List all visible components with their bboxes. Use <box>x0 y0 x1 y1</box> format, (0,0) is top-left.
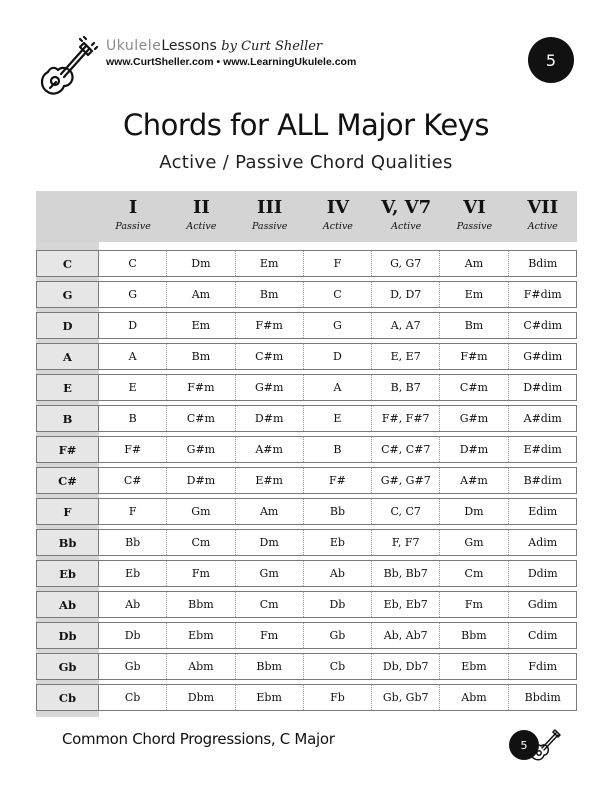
table-row <box>36 560 577 587</box>
chord-cell: D#dim <box>523 381 563 394</box>
brand-title <box>106 38 356 54</box>
chord-cell: F# <box>304 468 372 493</box>
table-row <box>36 498 577 525</box>
chord-cell: G <box>304 313 372 338</box>
column-numeral: III <box>257 197 283 218</box>
chord-cell: Abm <box>440 685 508 710</box>
table-row <box>36 684 577 711</box>
row-key: A <box>37 344 99 369</box>
chord-cell: C <box>99 251 167 276</box>
chord-cell: Db <box>304 592 372 617</box>
chord-cell: A <box>99 344 167 369</box>
chord-cell: C <box>304 282 372 307</box>
chord-cell: F#dim <box>523 288 562 301</box>
chord-cell: D <box>99 313 167 338</box>
column-quality: Active <box>527 221 558 232</box>
chord-cell: Cb <box>99 685 167 710</box>
chord-cell: Gb <box>304 623 372 648</box>
chord-cell: Fb <box>304 685 372 710</box>
chord-cell: Ddim <box>527 567 558 580</box>
chord-cell: C#m <box>440 375 508 400</box>
chord-cell: Gm <box>167 499 235 524</box>
chord-cell: Gm <box>236 561 304 586</box>
chord-cell: Dm <box>236 530 304 555</box>
column-header <box>99 191 167 242</box>
chord-cell: Bbdim <box>524 691 561 704</box>
chord-cell: B, B7 <box>372 375 440 400</box>
chord-cell: Am <box>236 499 304 524</box>
row-key: D <box>37 313 99 338</box>
chord-cell: D#m <box>167 468 235 493</box>
chord-cell: A#m <box>236 437 304 462</box>
chord-cell: Cm <box>167 530 235 555</box>
chord-cell: Ebm <box>440 654 508 679</box>
chord-cell: B#dim <box>523 474 562 487</box>
column-numeral: V, V7 <box>381 197 432 218</box>
chord-cell: E#dim <box>523 443 562 456</box>
table-row <box>36 622 577 649</box>
chord-cell: Bb <box>304 499 372 524</box>
row-key: Cb <box>37 685 99 710</box>
table-row <box>36 312 577 339</box>
chord-cell: Bm <box>236 282 304 307</box>
chord-cell: A, A7 <box>372 313 440 338</box>
chord-cell: Bbm <box>440 623 508 648</box>
table-row <box>36 281 577 308</box>
row-key: C# <box>37 468 99 493</box>
chord-cell: E <box>304 406 372 431</box>
chord-cell: G#dim <box>523 350 563 363</box>
chord-cell: Bb, Bb7 <box>372 561 440 586</box>
chord-cell: Db, Db7 <box>372 654 440 679</box>
chord-cell: Eb, Eb7 <box>372 592 440 617</box>
table-header <box>36 191 577 242</box>
chord-cell: Gdim <box>527 598 558 611</box>
header-corner <box>36 191 99 242</box>
table-row <box>36 467 577 494</box>
chord-cell: G#m <box>440 406 508 431</box>
chord-cell: Ab, Ab7 <box>372 623 440 648</box>
chord-cell: C, C7 <box>372 499 440 524</box>
chord-cell: D#m <box>440 437 508 462</box>
chord-cell: Em <box>236 251 304 276</box>
row-key: Gb <box>37 654 99 679</box>
table-row <box>36 343 577 370</box>
row-key: Db <box>37 623 99 648</box>
row-key: G <box>37 282 99 307</box>
chord-cell: A#dim <box>523 412 562 425</box>
chord-cell: C#m <box>236 344 304 369</box>
chord-cell: Fm <box>236 623 304 648</box>
column-numeral: VI <box>463 197 486 218</box>
table-row <box>36 374 577 401</box>
brand-lessons: Lessons <box>161 38 217 54</box>
chord-cell: A#m <box>440 468 508 493</box>
table-row <box>36 250 577 277</box>
column-quality: Active <box>391 221 422 232</box>
chord-cell: D#m <box>236 406 304 431</box>
chord-cell: Dbm <box>167 685 235 710</box>
chord-cell: G, G7 <box>372 251 440 276</box>
chord-cell: Bdim <box>528 257 558 270</box>
chord-cell: Em <box>167 313 235 338</box>
column-numeral: VII <box>527 197 559 218</box>
ukulele-logo-icon <box>34 34 100 100</box>
column-header <box>509 191 577 242</box>
brand-ukulele: Ukulele <box>106 38 162 54</box>
chord-cell: Bm <box>167 344 235 369</box>
chord-cell: F#m <box>236 313 304 338</box>
row-key: F# <box>37 437 99 462</box>
chord-cell: Cb <box>304 654 372 679</box>
chord-cell: G#, G#7 <box>372 468 440 493</box>
column-numeral: I <box>128 197 138 218</box>
page-number-badge: 5 <box>528 37 574 83</box>
chord-cell: E#m <box>236 468 304 493</box>
footer-text: Common Chord Progressions, C Major <box>62 730 335 748</box>
row-key: Ab <box>37 592 99 617</box>
chord-cell: Adim <box>528 536 558 549</box>
chord-cell: Cm <box>440 561 508 586</box>
chord-cell: A <box>304 375 372 400</box>
brand-block <box>106 38 356 68</box>
column-numeral: IV <box>326 197 350 218</box>
chord-cell: C#, C#7 <box>372 437 440 462</box>
chord-cell: E, E7 <box>372 344 440 369</box>
chord-cell: G#m <box>167 437 235 462</box>
chord-cell: E <box>99 375 167 400</box>
chord-cell: F#, F#7 <box>372 406 440 431</box>
footer-ukulele-icon <box>527 726 561 762</box>
chord-cell: Bb <box>99 530 167 555</box>
page-subtitle: Active / Passive Chord Qualities <box>159 152 453 173</box>
chord-cell: G <box>99 282 167 307</box>
chord-cell: Fm <box>167 561 235 586</box>
page-title: Chords for ALL Major Keys <box>123 108 489 142</box>
chord-cell: C#m <box>167 406 235 431</box>
column-header <box>440 191 508 242</box>
chord-cell: D, D7 <box>372 282 440 307</box>
column-quality: Active <box>186 221 217 232</box>
chord-cell: F, F7 <box>372 530 440 555</box>
brand-urls: www.CurtSheller.com • www.LearningUkulele.com <box>106 56 357 68</box>
row-key: Eb <box>37 561 99 586</box>
chord-cell: F#m <box>440 344 508 369</box>
row-key: C <box>37 251 99 276</box>
table-row <box>36 405 577 432</box>
chord-cell: Bm <box>440 313 508 338</box>
column-quality: Active <box>322 221 353 232</box>
chord-cell: Am <box>440 251 508 276</box>
row-key: E <box>37 375 99 400</box>
chord-cell: Dm <box>167 251 235 276</box>
chord-cell: Eb <box>304 530 372 555</box>
chord-cell: C# <box>99 468 167 493</box>
footer-page-number: 5 <box>509 730 539 760</box>
chord-cell: F#m <box>167 375 235 400</box>
chord-cell: B <box>99 406 167 431</box>
chord-table <box>36 191 577 711</box>
chord-cell: D <box>304 344 372 369</box>
chord-cell: Db <box>99 623 167 648</box>
chord-cell: Am <box>167 282 235 307</box>
chord-cell: F <box>304 251 372 276</box>
table-row <box>36 529 577 556</box>
table-row <box>36 591 577 618</box>
table-body <box>36 242 577 711</box>
chord-cell: Cdim <box>528 629 558 642</box>
column-numeral: II <box>192 197 210 218</box>
chord-cell: C#dim <box>523 319 563 332</box>
chord-cell: Gb <box>99 654 167 679</box>
chord-cell: F# <box>99 437 167 462</box>
chord-cell: Cm <box>236 592 304 617</box>
chord-cell: Dm <box>440 499 508 524</box>
column-quality: Passive <box>251 221 288 232</box>
row-key: B <box>37 406 99 431</box>
chord-cell: Ab <box>304 561 372 586</box>
chord-cell: Bbm <box>167 592 235 617</box>
column-header <box>236 191 304 242</box>
chord-cell: G#m <box>236 375 304 400</box>
column-quality: Passive <box>456 221 493 232</box>
column-header <box>372 191 440 242</box>
chord-cell: Bbm <box>236 654 304 679</box>
column-header <box>304 191 372 242</box>
chord-cell: Abm <box>167 654 235 679</box>
chord-cell: Em <box>440 282 508 307</box>
chord-cell: B <box>304 437 372 462</box>
chord-cell: Edim <box>528 505 558 518</box>
chord-cell: Ebm <box>167 623 235 648</box>
chord-cell: Eb <box>99 561 167 586</box>
table-row <box>36 436 577 463</box>
column-quality: Passive <box>115 221 151 232</box>
chord-cell: Gb, Gb7 <box>372 685 440 710</box>
column-header <box>167 191 235 242</box>
chord-cell: Gm <box>440 530 508 555</box>
row-key: F <box>37 499 99 524</box>
chord-cell: Fm <box>440 592 508 617</box>
chord-cell: Ebm <box>236 685 304 710</box>
chord-cell: Fdim <box>528 660 558 673</box>
row-key: Bb <box>37 530 99 555</box>
chord-cell: Ab <box>99 592 167 617</box>
brand-author: by Curt Sheller <box>221 39 323 54</box>
table-row <box>36 653 577 680</box>
chord-cell: F <box>99 499 167 524</box>
